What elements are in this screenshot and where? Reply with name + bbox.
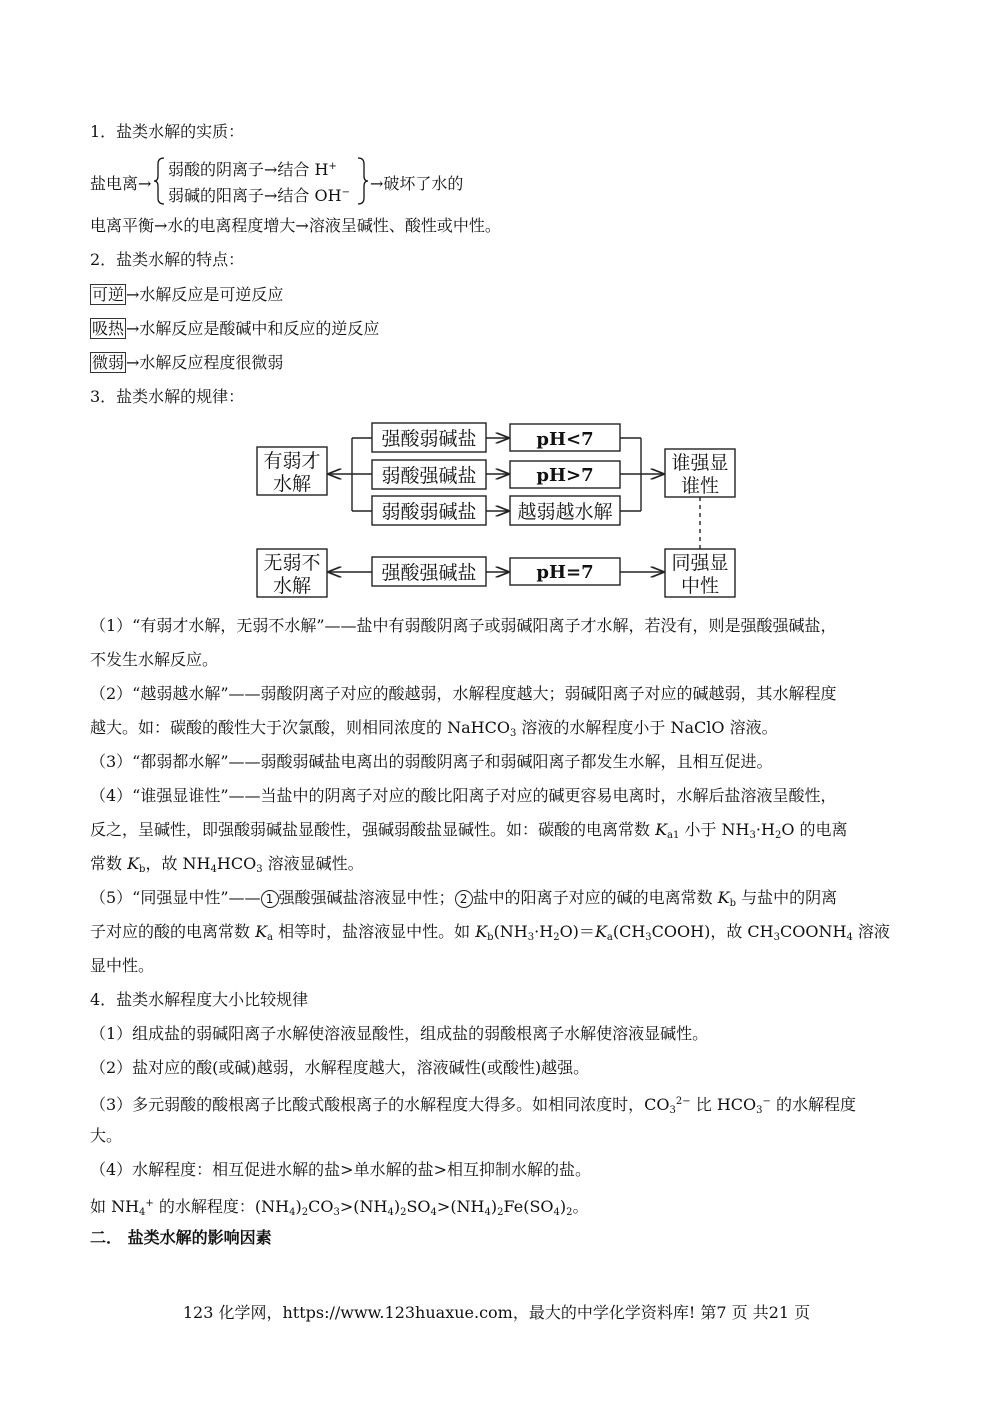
right-top-line2: 谁性: [680, 475, 720, 497]
compare-1: （1）组成盐的弱碱阳离子水解使溶液显酸性，组成盐的弱酸根离子水解使溶液显碱性。: [90, 1024, 709, 1043]
compare-2: （2）盐对应的酸(或碱)越弱，水解程度越大，溶液碱性(或酸性)越强。: [90, 1058, 590, 1077]
brace-line-2: 弱碱的阳离子→结合 OH−: [168, 186, 350, 205]
rule-1-line1: （1）“有弱才水解，无弱不水解”——盐中有弱酸阴离子或弱碱阳离子才水解，若没有，则是强酸强碱盐，: [90, 616, 837, 635]
rule-5-line2: 子对应的酸的电离常数 $K_a$ 相等时，盐溶液显中性。如 $K_b(NH_3\cdot H_2O)=K_a(CH_3COOH)$，故 $CH_3COONH_4$ 溶液: [90, 922, 890, 943]
compare-3-line1: （3）多元弱酸的酸根离子比酸式酸根离子的水解程度大得多。如相同浓度时，$CO_3^{2-}$ 比 $HCO_3^-$ 的水解程度: [90, 1095, 857, 1116]
right-bottom-line2: 中性: [680, 575, 720, 597]
compare-example: 如 $NH_4^+$ 的水解程度：$(NH_4)_2CO_3>(NH_4)_2SO_4>(NH_4)_2Fe(SO_4)_2$。: [90, 1197, 589, 1218]
rule-2-line2: 越大。如：碳酸的酸性大于次氯酸，则相同浓度的 NaHCO$_3$ 溶液的水解程度小于 NaClO 溶液。: [90, 718, 778, 739]
mid-label-2: 弱酸强碱盐: [381, 465, 477, 487]
rule-3: （3）“都弱都水解”——弱酸弱碱盐电离出的弱酸阴离子和弱碱阳离子都发生水解，且相互促进。: [90, 752, 773, 771]
mid-label-4: 强酸强碱盐: [381, 562, 477, 584]
heading-1: 1．盐类水解的实质：: [90, 122, 245, 141]
right-top-line1: 谁强显: [671, 452, 729, 474]
compare-4: （4）水解程度：相互促进水解的盐>单水解的盐>相互抑制水解的盐。: [90, 1160, 591, 1179]
rule-4-line1: （4）“谁强显谁性”——当盐中的阴离子对应的酸比阳离子对应的碱更容易电离时，水解后盐溶液呈酸性，: [90, 786, 837, 805]
page-footer: 123 化学网，https://www.123huaxue.com，最大的中学化学资料库! 第7 页 共21 页: [182, 1303, 811, 1322]
brace-tail: →破坏了水的: [370, 174, 464, 193]
left-brace-icon: [154, 157, 166, 205]
heading-2: 2．盐类水解的特点：: [90, 250, 245, 269]
circled-1-icon: 1: [261, 890, 279, 908]
heading-4: 4．盐类水解程度大小比较规律: [90, 990, 309, 1009]
right-brace-icon: [356, 157, 368, 205]
res-label-2: pH>7: [536, 465, 594, 486]
res-label-3: 越弱越水解: [517, 501, 613, 523]
hydrolysis-rule-diagram: [255, 420, 745, 602]
mid-label-1: 强酸弱碱盐: [381, 428, 477, 450]
feature-endothermic: 吸热 →水解反应是酸碱中和反应的逆反应: [92, 319, 380, 338]
left-top-line2: 水解: [272, 473, 312, 495]
brace-line-1: 弱酸的阴离子→结合 H+: [168, 160, 337, 179]
rule-2-line1: （2）“越弱越水解”——弱酸阴离子对应的酸越弱，水解程度越大；弱碱阳离子对应的碱越弱，其水解程度: [90, 684, 837, 703]
rule-5-line1: （5）“同强显中性”—— 1 强酸强碱盐溶液显中性； 2 盐中的阳离子对应的碱的电离常数 $K_b$ 与盐中的阴离: [90, 888, 838, 909]
section-2-heading: 二． 盐类水解的影响因素: [90, 1228, 272, 1247]
heading-3: 3．盐类水解的规律：: [90, 387, 245, 406]
compare-3-line2: 大。: [90, 1126, 123, 1145]
rule-4-line3: 常数 $K_b$，故 $NH_4HCO_3$ 溶液显碱性。: [90, 854, 364, 875]
res-label-1: pH<7: [536, 429, 594, 450]
right-bottom-line1: 同强显: [671, 552, 729, 574]
s1-line2: 电离平衡→水的电离程度增大→溶液呈碱性、酸性或中性。: [90, 216, 501, 235]
rule-4-line2: 反之，呈碱性，即强酸弱碱盐显酸性，强碱弱酸盐显碱性。如：碳酸的电离常数 $K_{a1}$ 小于 $NH_3\cdot H_2O$ 的电离: [90, 820, 848, 841]
rule-1-line2: 不发生水解反应。: [90, 650, 219, 669]
left-bottom-line2: 水解: [272, 575, 312, 597]
brace-lead: 盐电离→: [90, 174, 152, 193]
left-bottom-line1: 无弱不: [263, 552, 321, 574]
circled-2-icon: 2: [455, 890, 473, 908]
left-top-line1: 有弱才: [263, 450, 321, 472]
rule-5-line3: 显中性。: [90, 956, 155, 975]
res-label-4: pH=7: [536, 562, 594, 583]
mid-label-3: 弱酸弱碱盐: [381, 501, 477, 523]
feature-weak: 微弱 →水解反应程度很微弱: [92, 353, 284, 372]
feature-reversible: 可逆 →水解反应是可逆反应: [92, 285, 284, 304]
